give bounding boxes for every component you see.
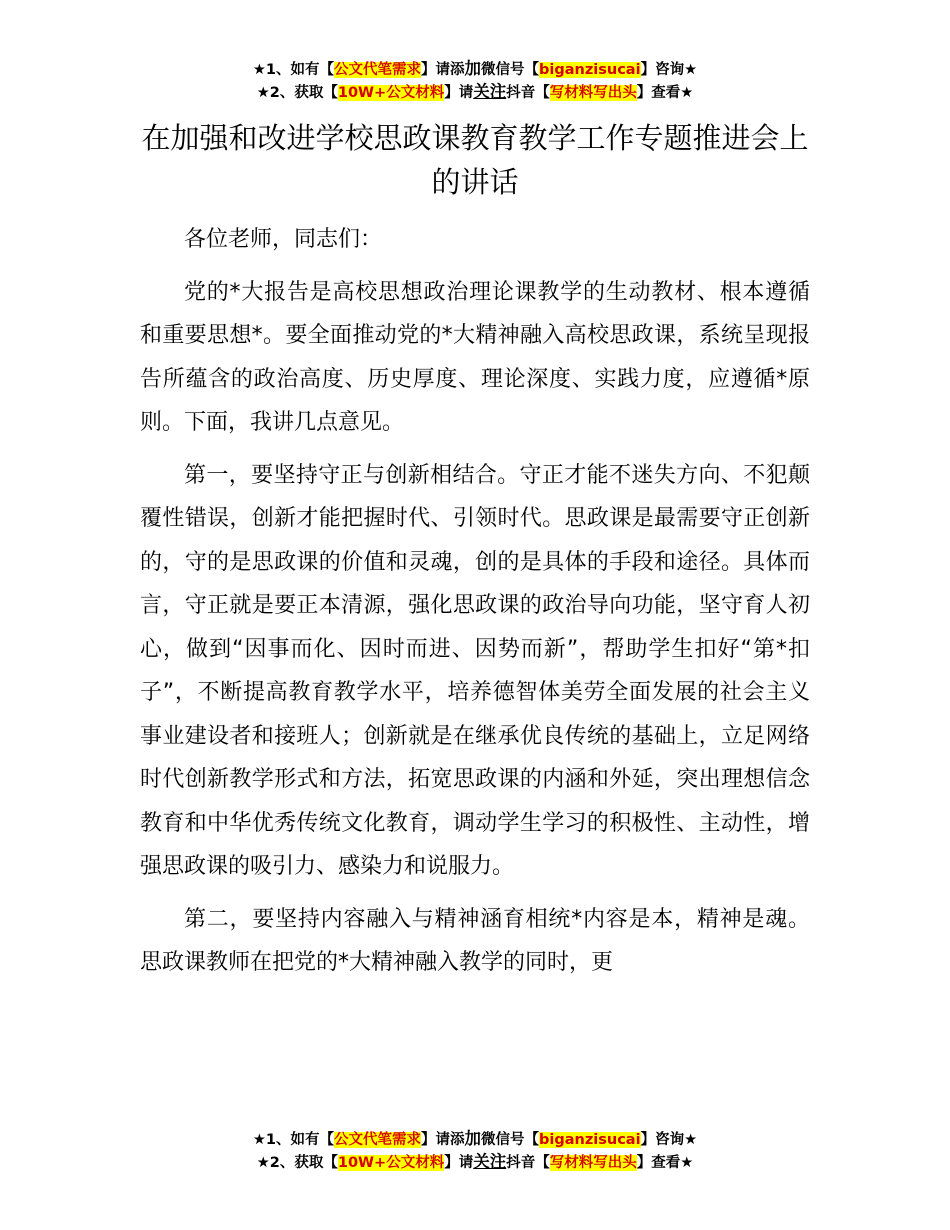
promo-text: ★1、如有【 [252,1132,335,1148]
promo-text: 微信号【 [481,1132,540,1148]
promo-text: ★1、如有【 [252,62,335,78]
promo-text: 】请 [444,1155,474,1171]
promo-highlight-douyin: 写材料写出头 [549,1155,637,1171]
promo-highlight-service: 公文代笔需求 [334,62,422,78]
promo-highlight-materials: 10W+公文材料 [337,85,445,101]
promo-text: 】咨询★ [640,1132,698,1148]
promo-emphasis: 关注 [473,82,507,101]
promo-highlight-wechat-id: biganzisucai [539,1132,641,1148]
promo-line-2 [0,1151,950,1174]
promo-highlight-materials: 10W+公文材料 [337,1155,445,1171]
document-body [140,218,810,994]
promo-highlight-service: 公文代笔需求 [334,1132,422,1148]
promo-text: 】请添 [421,1132,465,1148]
salutation: 各位老师，同志们： [184,227,383,252]
promo-text: 】咨询★ [640,62,698,78]
header-promo-banner [0,58,950,104]
footer-promo-banner [0,1128,950,1174]
promo-emphasis: 加 [464,1129,482,1148]
promo-text: 抖音【 [506,85,550,101]
promo-text: 】查看★ [636,85,694,101]
promo-emphasis: 关注 [473,1152,507,1171]
promo-text: ★2、获取【 [256,1155,338,1171]
promo-text: 】请 [444,85,474,101]
promo-line-1 [0,58,950,81]
promo-highlight-wechat-id: biganzisucai [539,62,641,78]
promo-emphasis: 加 [464,59,482,78]
promo-text: 】请添 [421,62,465,78]
promo-text: 抖音【 [506,1155,550,1171]
promo-line-2 [0,81,950,104]
promo-text: 微信号【 [481,62,540,78]
paragraph-intro: 党的*大报告是高校思想政治理论课教学的生动教材、根本遵循和重要思想*。要全面推动党的*大精神融入高校思政课，系统呈现报告所蕴含的政治高度、历史厚度、理论深度、实践力度，应遵循*原则。下面，我讲几点意见。 [140,279,810,435]
document-title: 在加强和改进学校思政课教育教学工作专题推进会上的讲话 [141,121,809,199]
promo-text: 】查看★ [636,1155,694,1171]
promo-text: ★2、获取【 [256,85,338,101]
paragraph-first-point: 第一，要坚持守正与创新相结合。守正才能不迷失方向、不犯颠覆性错误，创新才能把握时代、引领时代。思政课是最需要守正创新的，守的是思政课的价值和灵魂，创的是具体的手段和途径。具体而言，守正就是要正本清源，强化思政课的政治导向功能，坚守育人初心，做到“因事而化、因时而进、因势而新”，帮助学生扣好“第*扣子”，不断提高教育教学水平，培养德智体美劳全面发展的社会主义事业建设者和接班人；创新就是在继承优良传统的基础上，立足网络时代创新教学形式和方法，拓宽思政课的内涵和外延，突出理想信念教育和中华优秀传统文化教育，调动学生学习的积极性、主动性，增强思政课的吸引力、感染力和说服力。 [140,462,810,879]
promo-line-1 [0,1128,950,1151]
promo-highlight-douyin: 写材料写出头 [549,85,637,101]
paragraph-second-point: 第二，要坚持内容融入与精神涵育相统*内容是本，精神是魂。思政课教师在把党的*大精神融入教学的同时，更 [140,906,810,975]
